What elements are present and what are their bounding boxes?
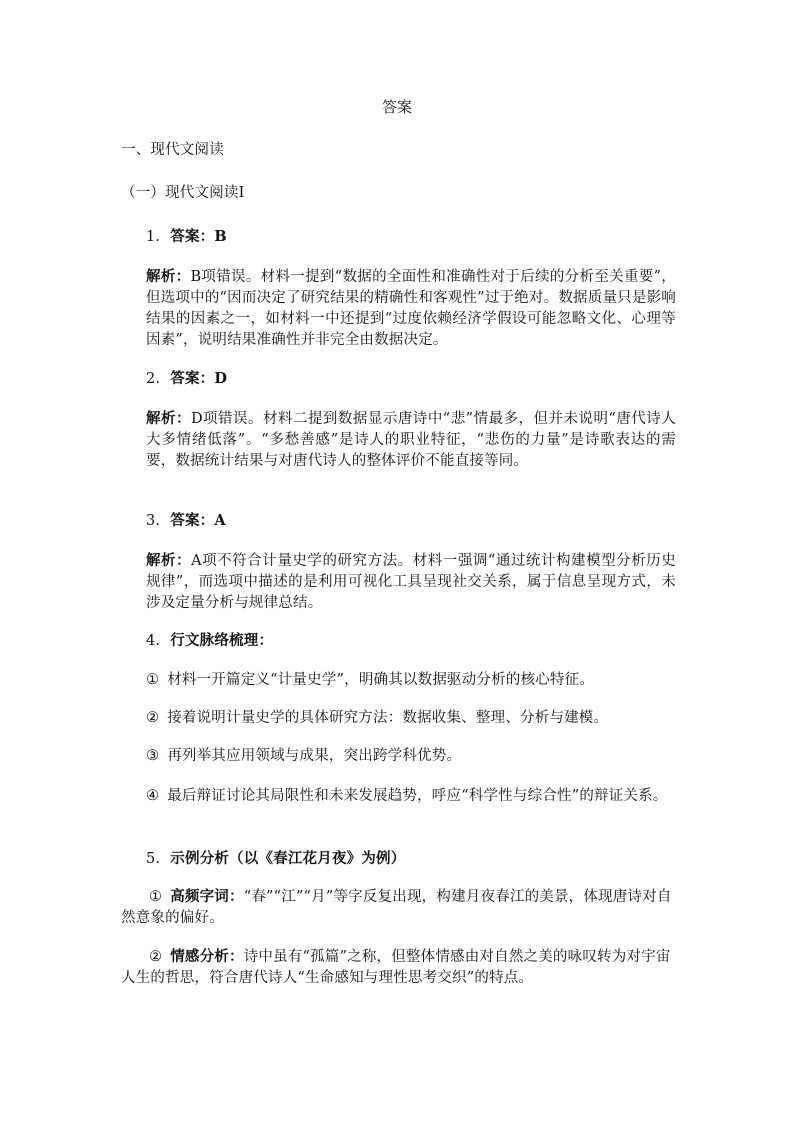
q4-number: 4. xyxy=(146,633,161,649)
q4-item-marker: ① xyxy=(146,672,160,688)
q1-answer xyxy=(146,226,227,248)
q5-item-text: 诗中虽有“孤篇”之称，但整体情感由对自然之美的咏叹转为对宇宙人生的哲思，符合唐代诗人“生命感知与理性思考交织”的特点。 xyxy=(121,949,671,986)
q2-answer xyxy=(146,368,227,390)
q3-analysis-label: 解析： xyxy=(146,552,192,569)
q4-item-marker: ④ xyxy=(146,788,160,804)
q2-analysis xyxy=(146,408,676,472)
q1-analysis xyxy=(146,266,676,351)
q4-item-marker: ② xyxy=(146,710,160,726)
q4-item-text: 材料一开篇定义“计量史学”，明确其以数据驱动分析的核心特征。 xyxy=(167,672,595,688)
q4-item xyxy=(146,786,676,807)
q4-item-text: 再列举其应用领域与成果，突出跨学科优势。 xyxy=(167,748,462,764)
q5-item-text: “春”“江”“月”等字反复出现，构建月夜春江的美景，体现唐诗对自然意象的偏好。 xyxy=(121,889,672,926)
page-title: 答案 xyxy=(381,98,412,116)
q3-analysis xyxy=(146,550,676,614)
q4-item xyxy=(146,670,676,691)
q1-analysis-label: 解析： xyxy=(146,268,191,285)
q5-heading xyxy=(146,848,405,870)
q4-item-marker: ③ xyxy=(146,748,160,764)
q1-analysis-text: B项错误。材料一提到“数据的全面性和准确性对于后续的分析至关重要”，但选项中的“因而决定了研究结果的精确性和客观性”过于绝对。数据质量只是影响结果的因素之一，如材料一中还提到“过度依赖经济学假设可能忽略文化、心理等因素”，说明结果准确性并非完全由数据决定。 xyxy=(146,269,676,348)
q2-analysis-label: 解析： xyxy=(146,410,191,427)
subsection-heading: （一）现代文阅读Ⅰ xyxy=(121,185,245,201)
q4-item xyxy=(146,746,676,767)
q4-item-text: 最后辩证讨论其局限性和未来发展趋势，呼应“科学性与综合性”的辩证关系。 xyxy=(167,788,668,804)
q2-number: 2. xyxy=(146,371,161,387)
q1-number: 1. xyxy=(146,229,161,245)
q3-answer xyxy=(146,510,226,532)
q5-item-label: 高频字词： xyxy=(170,888,244,905)
q3-answer-text: 答案：A xyxy=(170,512,226,529)
q5-item-marker: ② xyxy=(149,949,163,965)
q5-item xyxy=(121,946,676,989)
q2-analysis-text: D项错误。材料二提到数据显示唐诗中“悲”情最多，但并未说明“唐代诗人大多情绪低落”。“多愁善感”是诗人的职业特征，“悲伤的力量”是诗歌表达的需要，数据统计结果与对唐代诗人的整体评价不能直接等同。 xyxy=(146,411,676,469)
q4-heading xyxy=(146,630,273,652)
section-heading: 一、现代文阅读 xyxy=(121,142,224,158)
q5-item-marker: ① xyxy=(149,889,163,905)
q5-item xyxy=(121,886,676,929)
q4-item xyxy=(146,708,676,729)
q3-analysis-text: A项不符合计量史学的研究方法。材料一强调“通过统计构建模型分析历史规律”，而选项中描述的是利用可视化工具呈现社交关系，属于信息呈现方式，未涉及定量分析与规律总结。 xyxy=(146,553,676,611)
q1-answer-text: 答案：B xyxy=(170,228,227,245)
q3-number: 3. xyxy=(146,513,161,529)
q5-heading-text: 示例分析（以《春江花月夜》为例） xyxy=(170,850,406,867)
q5-number: 5. xyxy=(146,851,161,867)
q5-item-label: 情感分析： xyxy=(170,948,244,965)
q2-answer-text: 答案：D xyxy=(170,370,228,387)
q4-heading-text: 行文脉络梳理： xyxy=(170,632,274,649)
q4-item-text: 接着说明计量史学的具体研究方法：数据收集、整理、分析与建模。 xyxy=(167,710,609,726)
